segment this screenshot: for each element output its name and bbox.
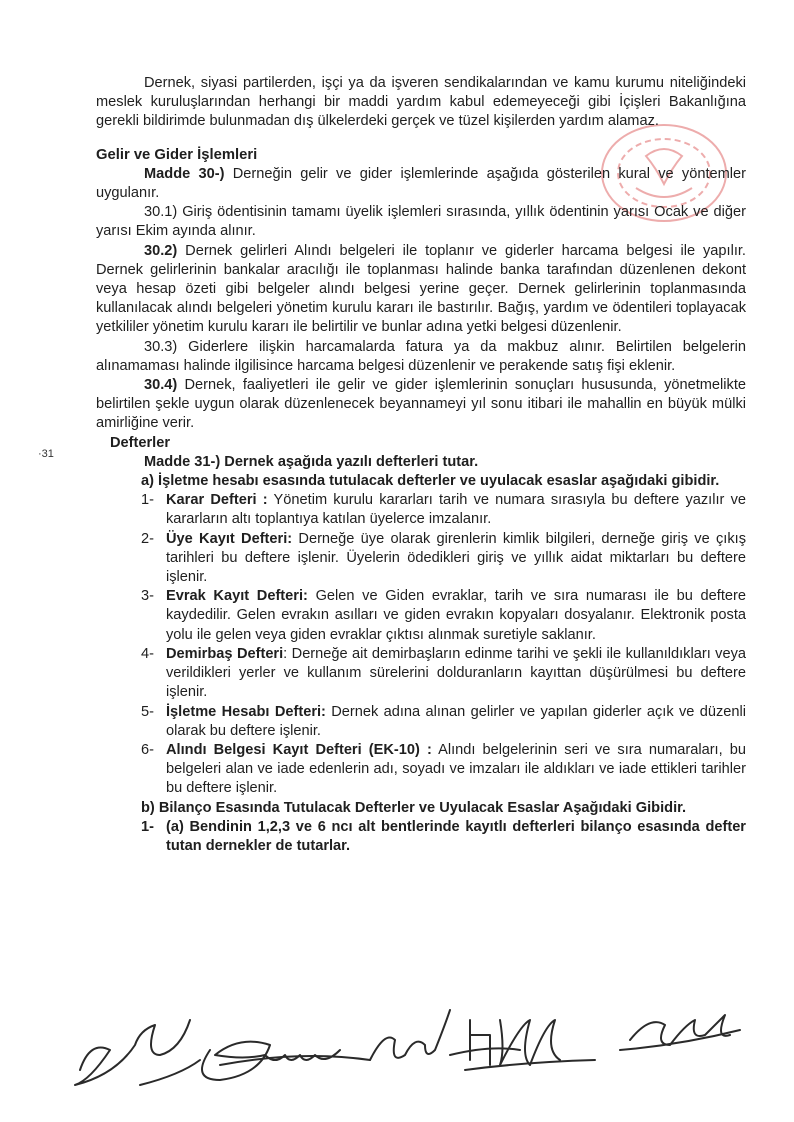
section-title-defterler: Defterler bbox=[110, 434, 171, 451]
document-body bbox=[96, 74, 746, 856]
madde-30-text: Derneğin gelir ve gider işlemlerinde aşağıda gösterilen kural ve yöntemler uygulanır. bbox=[96, 165, 747, 202]
list-item-text: Gelen ve Giden evraklar, tarih ve sıra numarası ile bu deftere kaydedilir. Gelen evrakın asılları ve giden evrakın kopyaları dosyalanır. Elektronik posta yolu ile gelen veya giden evraklar çıktısı alınmak suretiyle saklanır. bbox=[166, 588, 746, 643]
paragraph-dis-yardim: Dernek, siyasi partilerden, işçi ya da işveren sendikalarından ve kamu kurumu niteliğindeki meslek kuruluşlarından herhangi bir maddi yardım kabul edemeyeceği gibi İçişleri Bakanlığına gerekli bildirimde bulunmadan dış ülkelerdeki gerçek ve tüzel kişilerden yardım alamaz. bbox=[96, 75, 746, 130]
list-item bbox=[96, 587, 746, 645]
madde-30-label: Madde 30-) bbox=[144, 165, 225, 182]
paragraph-30-4 bbox=[96, 376, 746, 434]
list-item-number: 4- bbox=[141, 645, 154, 662]
p30-2-label: 30.2) bbox=[144, 242, 178, 259]
list-item-label: Karar Defteri : bbox=[166, 492, 268, 509]
list-item-number: 6- bbox=[141, 741, 154, 758]
list-item bbox=[96, 530, 746, 588]
list-item-text: (a) Bendinin 1,2,3 ve 6 ncı alt bentlerinde kayıtlı defterleri bilanço esasında defter tutan dernekler de tutarlar. bbox=[166, 818, 746, 854]
paragraph-madde-30 bbox=[96, 165, 746, 203]
list-item-number: 3- bbox=[141, 588, 154, 605]
list-item-text: Alındı belgelerinin seri ve sıra numaraları, bu belgeleri alan ve iade edenlerin adı, soyadı ve imzaları ile aldıkları ve iade ettikleri tarihler bu deftere işlenir. bbox=[166, 741, 747, 797]
list-item-text: Derneğe üye olarak girenlerin kimlik bilgileri, derneğe giriş ve çıkış tarihleri bu deftere işlenir. Üyelerin ödedikleri giriş ve yıllık aidat miktarları bu deftere işlenir. bbox=[166, 530, 746, 586]
signatures-icon bbox=[70, 990, 770, 1100]
list-item bbox=[96, 818, 746, 856]
margin-mark: ·31 bbox=[38, 448, 54, 460]
list-item-label: Demirbaş Defteri bbox=[166, 645, 284, 662]
p30-4-text: Dernek, faaliyetleri ile gelir ve gider işlemlerinin sonuçları hususunda, yönetmelikte belirtilen şekle uygun olarak düzenlenecek beyannameyi yıl sonu itibari ile mahallin en büyük mülki amirliğine verir. bbox=[96, 377, 746, 432]
paragraph-30-3: 30.3) Giderlere ilişkin harcamalarda fatura ya da makbuz alınır. Belirtilen belgelerin alınamaması halinde ilgilisince harcama belgesi düzenlenir ve perakende satış fişi eklenir. bbox=[96, 338, 746, 374]
list-item-label: Alındı Belgesi Kayıt Defteri (EK-10) : bbox=[166, 741, 432, 758]
paragraph-madde-31: Madde 31-) Dernek aşağıda yazılı defterleri tutar. bbox=[144, 453, 479, 470]
subsection-a: a) İşletme hesabı esasında tutulacak defterler ve uyulacak esaslar aşağıdaki gibidir. bbox=[141, 473, 720, 490]
list-b bbox=[96, 818, 746, 856]
section-title-gelir-gider: Gelir ve Gider İşlemleri bbox=[96, 146, 258, 163]
list-item bbox=[96, 645, 746, 703]
list-item-text: Yönetim kurulu kararları tarih ve numara sırasıyla bu deftere yazılır ve kararların altı toplantıya katılan üyelerce imzalanır. bbox=[166, 492, 747, 528]
list-item-text: Dernek adına alınan gelirler ve yapılan giderler açık ve düzenli olarak bu deftere işlenir. bbox=[166, 703, 746, 739]
list-item-number: 2- bbox=[141, 530, 154, 547]
list-item-number: 1- bbox=[141, 818, 154, 835]
subsection-b: b) Bilanço Esasında Tutulacak Defterler ve Uyulacak Esaslar Aşağıdaki Gibidir. bbox=[141, 799, 687, 816]
paragraph-30-2 bbox=[96, 242, 746, 338]
list-item-label: Üye Kayıt Defteri: bbox=[166, 530, 293, 547]
list-a bbox=[96, 491, 746, 798]
list-item-label: İşletme Hesabı Defteri: bbox=[166, 703, 326, 720]
list-item bbox=[96, 741, 746, 799]
p30-4-label: 30.4) bbox=[144, 377, 178, 394]
list-item-text: : Derneğe ait demirbaşların edinme tarihi ve şekli ile kullanıldıkları veya verildikleri yerler ve kullanım sürelerini dolduranların kayıttan düşürülmesi bu deftere işlenir. bbox=[166, 645, 746, 701]
p30-2-text: Dernek gelirleri Alındı belgeleri ile toplanır ve giderler harcama belgesi ile yapılır. Dernek gelirlerinin bankalar aracılığı ile toplanması halinde banka tarafından düzenlenen dekont veya hesap özeti gibi belgeler alındı belgesi yerine geçer. Dernek gelirlerinin toplanmasında kullanılacak alındı belgeleri yönetim kurulu kararı ile bastırılır. Bağış, yardım ve ödentileri toplayacak yetkililer yönetim kurulu kararı ile belirtilir ve bunlar adına yetki belgesi düzenlenir. bbox=[96, 242, 746, 336]
list-item-number: 1- bbox=[141, 492, 154, 509]
list-item-label: Evrak Kayıt Defteri: bbox=[166, 588, 308, 605]
paragraph-30-1: 30.1) Giriş ödentisinin tamamı üyelik işlemleri sırasında, yıllık ödentinin yarısı Ocak ve diğer yarısı Ekim ayında alınır. bbox=[96, 204, 746, 240]
list-item bbox=[96, 703, 746, 741]
list-item bbox=[96, 491, 746, 529]
list-item-number: 5- bbox=[141, 703, 154, 720]
